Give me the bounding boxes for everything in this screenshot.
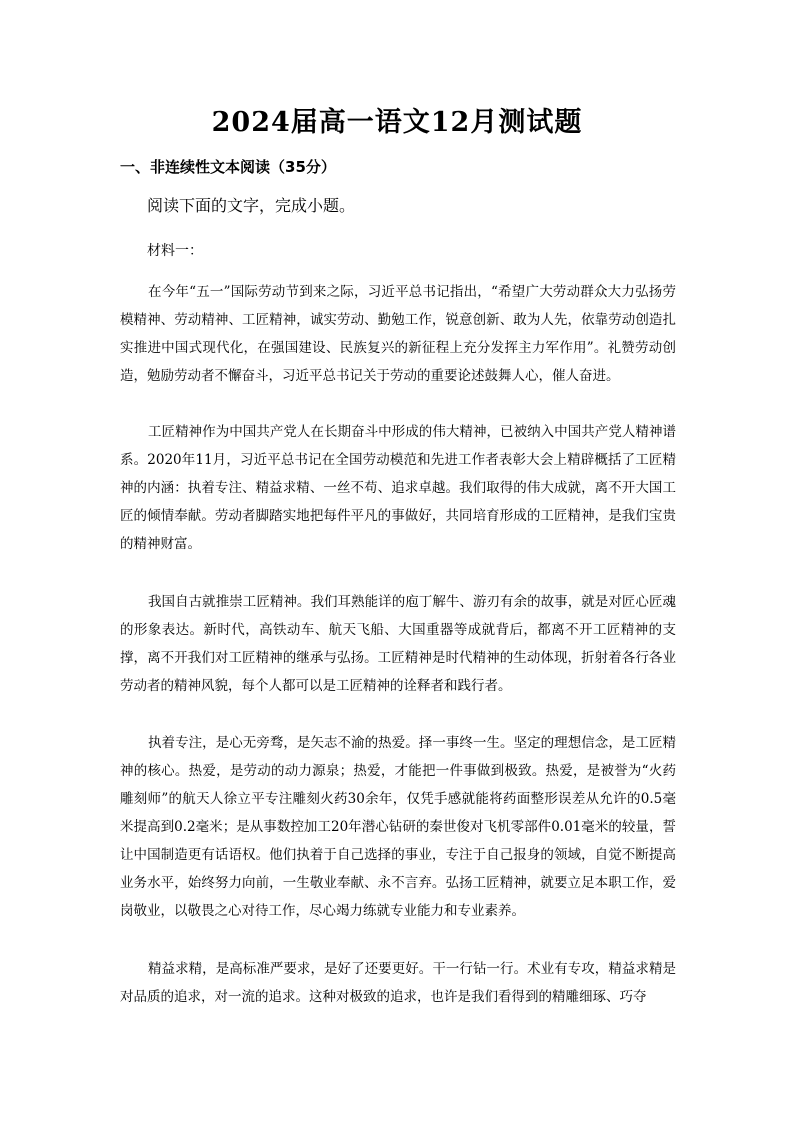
section-heading: 一、非连续性文本阅读（35分） bbox=[120, 158, 336, 176]
material-label: 材料一： bbox=[147, 243, 203, 259]
paragraph-2: 工匠精神作为中国共产党人在长期奋斗中形成的伟大精神，已被纳入中国共产党人精神谱系。2020年11月，习近平总书记在全国劳动模范和先进工作者表彰大会上精辟概括了工匠精神的内涵：执着专注、精益求精、一丝不苟、追求卓越。我们取得的伟大成就，离不开大国工匠的倾情奉献。劳动者脚踏实地把每件平凡的事做好，共同培育形成的工匠精神，是我们宝贵的精神财富。 bbox=[120, 424, 676, 552]
paragraph-1: 在今年“五一”国际劳动节到来之际，习近平总书记指出，“希望广大劳动群众大力弘扬劳模精神、劳动精神、工匠精神，诚实劳动、勤勉工作，锐意创新、敢为人先，依靠劳动创造扎实推进中国式现代化，在强国建设、民族复兴的新征程上充分发挥主力军作用”。礼赞劳动创造，勉励劳动者不懈奋斗，习近平总书记关于劳动的重要论述鼓舞人心，催人奋进。 bbox=[120, 284, 676, 384]
document-title: 2024届高一语文12月测试题 bbox=[211, 107, 583, 138]
paragraph-5: 精益求精，是高标准严要求，是好了还要更好。干一行钻一行。术业有专攻，精益求精是对品质的追求，对一流的追求。这种对极致的追求，也许是我们看得到的精雕细琢、巧夺 bbox=[120, 961, 676, 1005]
paragraph-4: 执着专注，是心无旁骛，是矢志不渝的热爱。择一事终一生。坚定的理想信念，是工匠精神的核心。热爱，是劳动的动力源泉；热爱，才能把一件事做到极致。热爱，是被誉为“火药雕刻师”的航天人徐立平专注雕刻火药30余年，仅凭手感就能将药面整形误差从允许的0.5毫米提高到0.2毫米；是从事数控加工20年潜心钻研的秦世俊对飞机零部件0.01毫米的较量，誓让中国制造更有话语权。他们执着于自己选择的事业，专注于自己报身的领域，自觉不断提高业务水平，始终努力向前，一生敬业奉献、永不言弃。弘扬工匠精神，就要立足本职工作，爱岗敬业，以敬畏之心对待工作，尽心竭力练就专业能力和专业素养。 bbox=[120, 735, 676, 919]
paragraph-3: 我国自古就推崇工匠精神。我们耳熟能详的庖丁解牛、游刃有余的故事，就是对匠心匠魂的形象表达。新时代，高铁动车、航天飞船、大国重器等成就背后，都离不开工匠精神的支撑，离不开我们对工匠精神的继承与弘扬。工匠精神是时代精神的生动体现，折射着各行各业劳动者的精神风貌，每个人都可以是工匠精神的诠释者和践行者。 bbox=[120, 594, 676, 694]
reading-instruction: 阅读下面的文字，完成小题。 bbox=[147, 196, 356, 215]
